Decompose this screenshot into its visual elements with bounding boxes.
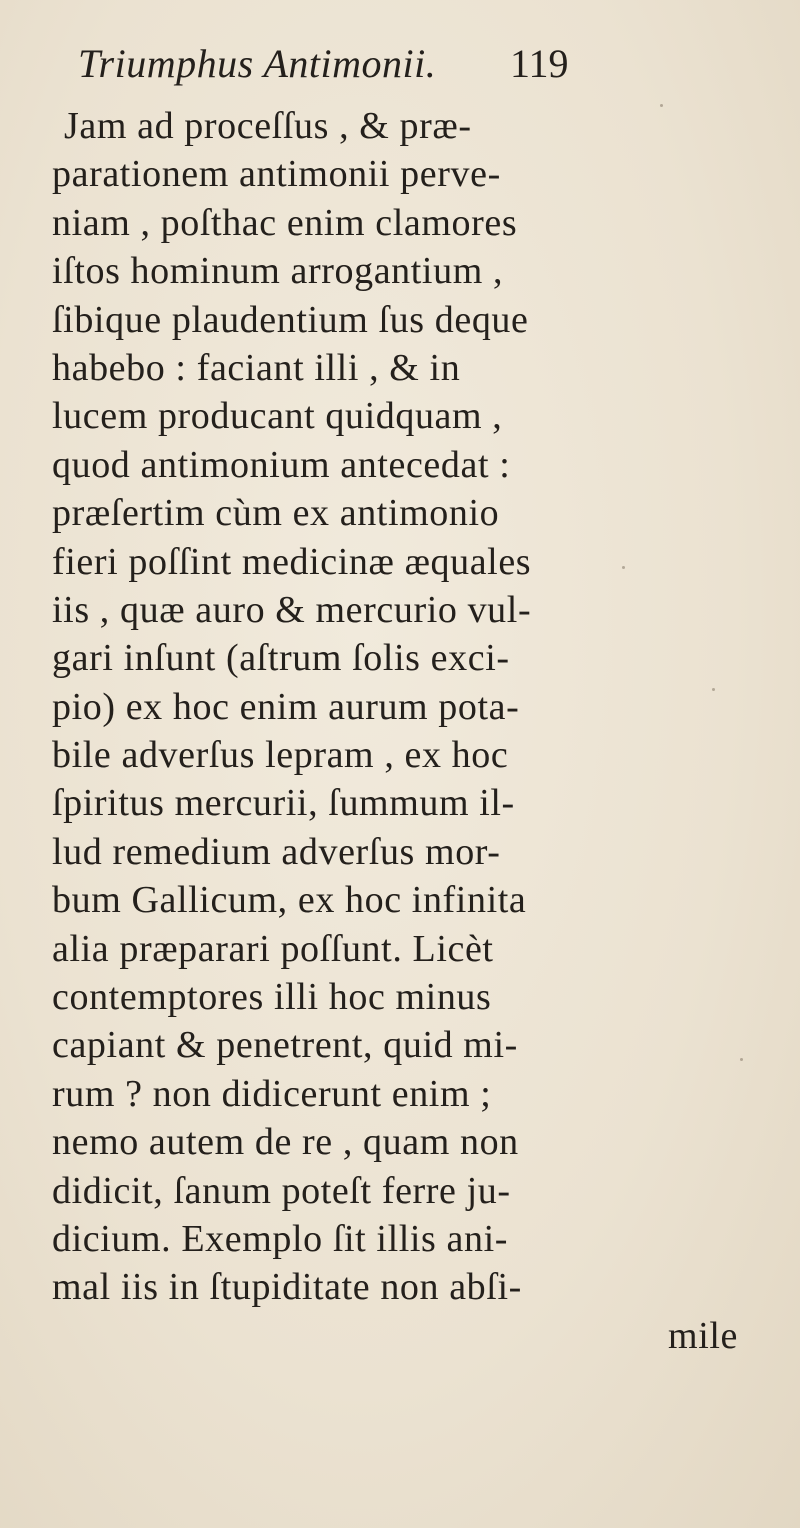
text-line: rum ? non didicerunt enim ; (52, 1072, 492, 1115)
body-text (52, 102, 772, 1360)
text-line: bum Gallicum, ex hoc infinita (52, 879, 527, 922)
text-line: pio) ex hoc enim aurum pota- (52, 685, 520, 728)
text-line: dicium. Exemplo ſit illis ani- (52, 1217, 509, 1260)
text-line: lud remedium adverſus mor- (52, 830, 501, 873)
page-header (78, 38, 718, 98)
text-line: lucem producant quidquam , (52, 395, 503, 438)
text-line: præſertim cùm ex antimonio (52, 492, 500, 535)
text-line: iſtos hominum arrogantium , (52, 250, 504, 293)
running-title: Triumphus Antimonii. (78, 41, 437, 86)
paper-speck (740, 1058, 743, 1061)
text-line: gari inſunt (aſtrum ſolis exci- (52, 637, 510, 680)
page-number: 119 (510, 41, 569, 86)
paper-speck (622, 566, 625, 569)
text-line: nemo autem de re , quam non (52, 1121, 519, 1164)
text-line: quod antimonium antecedat : (52, 443, 511, 486)
text-line: Jam ad proceſſus , & præ- (64, 105, 472, 147)
text-line: ſpiritus mercurii, ſummum il- (52, 782, 515, 825)
text-line: niam , poſthac enim clamores (52, 201, 518, 244)
text-line: habebo : faciant illi , & in (52, 346, 461, 389)
text-line: fieri poſſint medicinæ æquales (52, 540, 532, 583)
text-line: capiant & penetrent, quid mi- (52, 1024, 518, 1067)
paper-speck (660, 104, 663, 107)
text-line: didicit, ſanum poteſt ferre ju- (52, 1169, 511, 1212)
text-line: parationem antimonii perve- (52, 153, 501, 196)
text-line: alia præparari poſſunt. Licèt (52, 927, 494, 970)
text-line: bile adverſus lepram , ex hoc (52, 734, 509, 777)
text-line: ſibique plaudentium ſus deque (52, 298, 529, 341)
catchword: mile (668, 1314, 738, 1357)
paper-speck (712, 688, 715, 691)
text-line: contemptores illi hoc minus (52, 976, 492, 1019)
text-line: iis , quæ auro & mercurio vul- (52, 588, 532, 631)
text-line: mal iis in ſtupiditate non abſi- (52, 1266, 522, 1309)
